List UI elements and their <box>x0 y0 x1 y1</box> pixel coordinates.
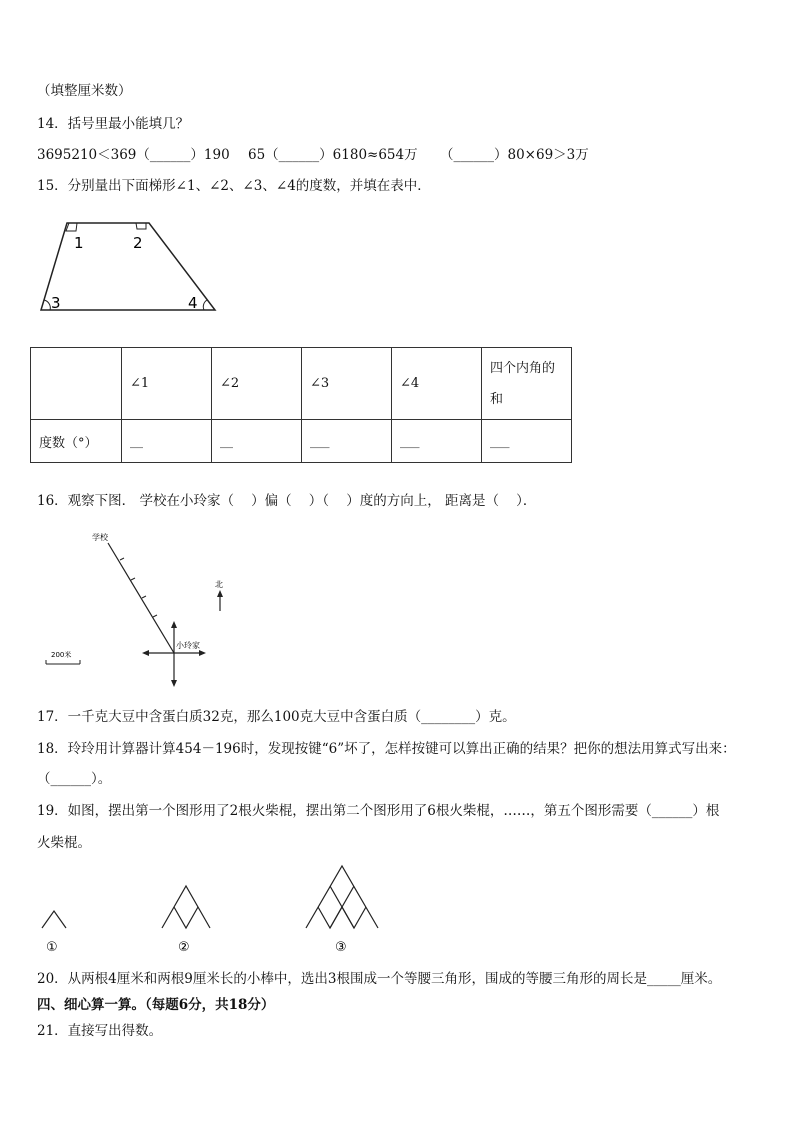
question-18-line-2: （______）。 <box>37 771 112 787</box>
blank-angle-sum: ___ <box>482 420 572 463</box>
header-angle-sum <box>482 348 572 420</box>
question-20: 20．从两根4厘米和两根9厘米长的小棒中，选出3根围成一个等腰三角形，围成的等腰三角形的周长是_____厘米。 <box>37 971 722 987</box>
question-15: 15．分别量出下面梯形∠1、∠2、∠3、∠4的度数，并填在表中． <box>37 178 431 194</box>
figure-2-shape <box>162 886 210 928</box>
question-14-part-b: 65（______）6180≈654万 <box>248 147 418 163</box>
header-angle-2: ∠2 <box>212 348 302 420</box>
route-tick <box>120 558 124 560</box>
west-arrowhead <box>142 650 149 656</box>
direction-map <box>40 525 250 690</box>
figure-1-shape <box>42 911 66 928</box>
trapezoid-figure <box>36 215 221 315</box>
fill-integer-note: （填整厘米数） <box>37 83 132 99</box>
header-angle-3: ∠3 <box>302 348 392 420</box>
angle-4-label: 4 <box>188 294 198 312</box>
row-label-degree: 度数（°） <box>31 420 122 463</box>
angle-1-mark <box>66 223 77 231</box>
figure-2-label: ② <box>178 940 190 955</box>
question-14-part-a: 3695210＜369（______）190 <box>37 147 230 163</box>
matchstick-figures <box>36 862 396 957</box>
home-label: 小玲家 <box>176 641 200 650</box>
question-19-line-1: 19．如图，摆出第一个图形用了2根火柴棍，摆出第二个图形用了6根火柴棍，……，第五个图形需要（______）根 <box>37 803 720 819</box>
angle-2-mark <box>136 223 146 229</box>
route-tick <box>153 615 157 617</box>
table-corner-cell <box>31 348 122 420</box>
figure-1-label: ① <box>46 940 58 955</box>
north-label: 北 <box>215 580 223 589</box>
figure-3-shape <box>306 866 378 928</box>
route-tick <box>131 578 135 580</box>
angle-1-label: 1 <box>74 234 84 252</box>
angle-3-label: 3 <box>51 294 61 312</box>
question-19-line-2: 火柴棍。 <box>37 835 91 851</box>
route-tick <box>142 596 146 598</box>
blank-angle-4: ___ <box>392 420 482 463</box>
question-17: 17．一千克大豆中含蛋白质32克，那么100克大豆中含蛋白质（________）克。 <box>37 709 516 725</box>
north-arrowhead <box>171 621 177 628</box>
blank-angle-3: ___ <box>302 420 392 463</box>
north-arrow-head <box>217 590 223 597</box>
header-angle-sum-line1: 四个内角的 <box>490 360 556 376</box>
question-18-line-1: 18．玲玲用计算器计算454－196时，发现按键“6”坏了，怎样按键可以算出正确的结果？把你的想法用算式写出来： <box>37 741 736 757</box>
school-label: 学校 <box>92 533 108 542</box>
blank-angle-2: __ <box>212 420 302 463</box>
question-21: 21．直接写出得数。 <box>37 1023 163 1039</box>
header-angle-sum-line2: 和 <box>490 391 504 407</box>
angle-2-label: 2 <box>133 234 143 252</box>
angle-3-mark <box>44 300 50 310</box>
header-angle-4: ∠4 <box>392 348 482 420</box>
figure-3-label: ③ <box>335 940 347 955</box>
section-4-heading: 四、细心算一算。（每题6分，共18分） <box>37 997 275 1013</box>
question-14: 14．括号里最小能填几？ <box>37 116 190 132</box>
header-angle-1: ∠1 <box>122 348 212 420</box>
east-arrowhead <box>199 650 206 656</box>
south-arrowhead <box>171 680 177 687</box>
scale-label: 200米 <box>51 651 72 659</box>
question-14-part-c: （______）80×69＞3万 <box>440 147 589 163</box>
table-header-row <box>31 348 572 420</box>
angle-table <box>30 347 572 463</box>
school-route-line <box>108 543 174 653</box>
angle-4-mark <box>203 300 207 310</box>
question-16: 16．观察下图． 学校在小玲家（ ）偏（ ）（ ）度的方向上， 距离是（ ）． <box>37 493 537 509</box>
blank-angle-1: __ <box>122 420 212 463</box>
table-degree-row <box>31 420 572 463</box>
